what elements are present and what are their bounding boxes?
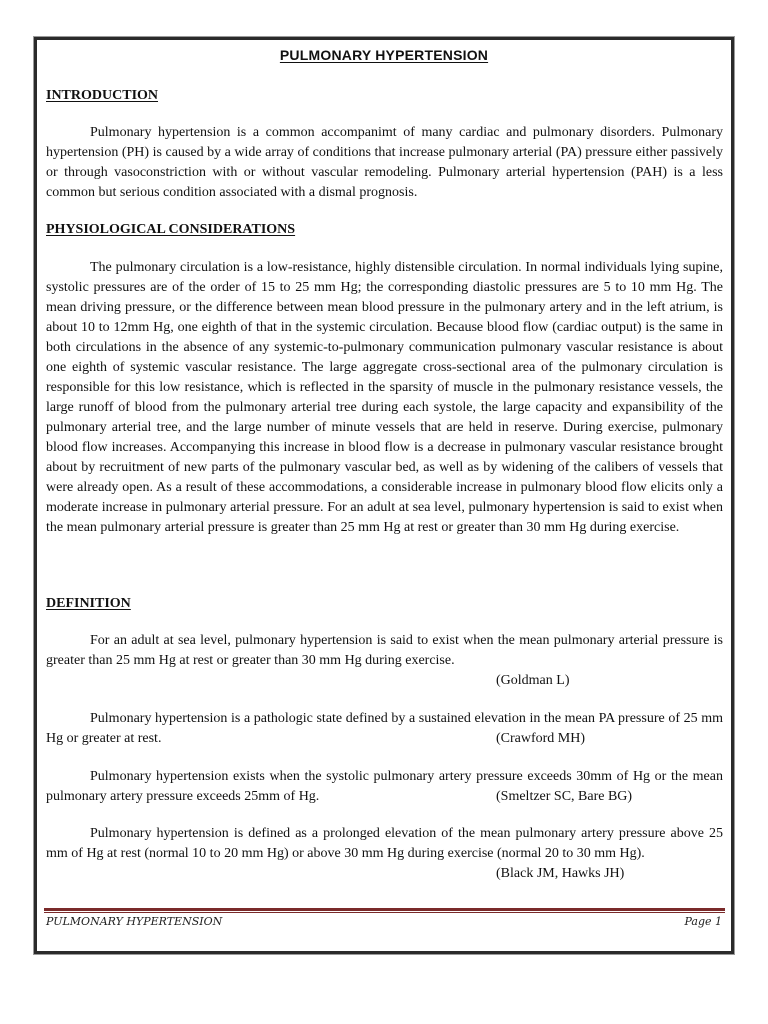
document-title: PULMONARY HYPERTENSION bbox=[279, 47, 489, 63]
heading-definition: DEFINITION bbox=[46, 596, 131, 611]
footer-rule-thin bbox=[44, 912, 725, 913]
definition-paragraph-1: For an adult at sea level, pulmonary hypertension is said to exist when the mean pulmonary arterial pressure is greater than 25 mm Hg at rest or greater than 30 mm Hg during exercise. bbox=[46, 633, 723, 668]
definition-paragraph-2: Pulmonary hypertension is a pathologic state defined by a sustained elevation in the mean PA pressure of 25 mm Hg or greater at rest. bbox=[46, 711, 723, 746]
definition-paragraph-4: Pulmonary hypertension is defined as a prolonged elevation of the mean pulmonary artery pressure above 25 mm of Hg at rest (normal 10 to 20 mm Hg) or above 30 mm Hg during exercise (normal 20 to 30 mm Hg). bbox=[46, 826, 723, 861]
definition-citation-1: (Goldman L) bbox=[496, 673, 570, 688]
heading-physiological-considerations: PHYSIOLOGICAL CONSIDERATIONS bbox=[46, 222, 296, 237]
definition-paragraph-3: Pulmonary hypertension exists when the systolic pulmonary artery pressure exceeds 30mm of Hg or the mean pulmonary artery pressure exceeds 25mm of Hg. bbox=[46, 769, 723, 804]
footer-page-number: Page 1 bbox=[684, 915, 722, 928]
footer-rule-thick bbox=[44, 908, 725, 911]
physiological-paragraph: The pulmonary circulation is a low-resistance, highly distensible circulation. In normal individuals lying supine, systolic pressures are of the order of 15 to 25 mm Hg; the corresponding diastolic pressures are 5 to 10 mm Hg. The mean driving pressure, or the difference between mean blood pressure in the pulmonary artery and in the left atrium, is about 10 to 12mm Hg, one eighth of that in the systemic circulation. Because blood flow (cardiac output) is the same in both circulations in the absence of any systemic-to-pulmonary communication pulmonary vascular resistance is about one eighth of systemic vascular resistance. The large aggregate cross-sectional area of the pulmonary circulation is responsible for this low resistance, which is reflected in the sparsity of muscle in the pulmonary resistance vessels, the large runoff of blood from the pulmonary arterial tree during each systole, the large capacity and expansibility of the pulmonary arterial tree, and the large number of minute vessels that are held in reserve. During exercise, pulmonary blood flow increases. Accompanying this increase in blood flow is a decrease in pulmonary vascular resistance brought about by recruitment of new parts of the pulmonary vascular bed, as well as by widening of the calibers of vessels that were already open. As a result of these accommodations, a considerable increase in pulmonary blood flow elicits only a moderate increase in pulmonary arterial pressure. For an adult at sea level, pulmonary hypertension is said to exist when the mean pulmonary arterial pressure is greater than 25 mm Hg at rest or greater than 30 mm Hg during exercise. bbox=[46, 260, 723, 535]
introduction-paragraph: Pulmonary hypertension is a common accompanimt of many cardiac and pulmonary disorders. Pulmonary hypertension (PH) is caused by a wide array of conditions that increase pulmonary arterial (PA) pressure either passively or through vasoconstriction with or without vascular remodeling. Pulmonary arterial hypertension (PAH) is a less common but serious condition associated with a dismal prognosis. bbox=[46, 125, 723, 200]
heading-introduction: INTRODUCTION bbox=[46, 88, 159, 103]
definition-citation-4: (Black JM, Hawks JH) bbox=[496, 866, 625, 881]
footer-title: PULMONARY HYPERTENSION bbox=[46, 915, 223, 928]
definition-citation-3: (Smeltzer SC, Bare BG) bbox=[496, 789, 633, 804]
definition-citation-2: (Crawford MH) bbox=[496, 731, 586, 746]
